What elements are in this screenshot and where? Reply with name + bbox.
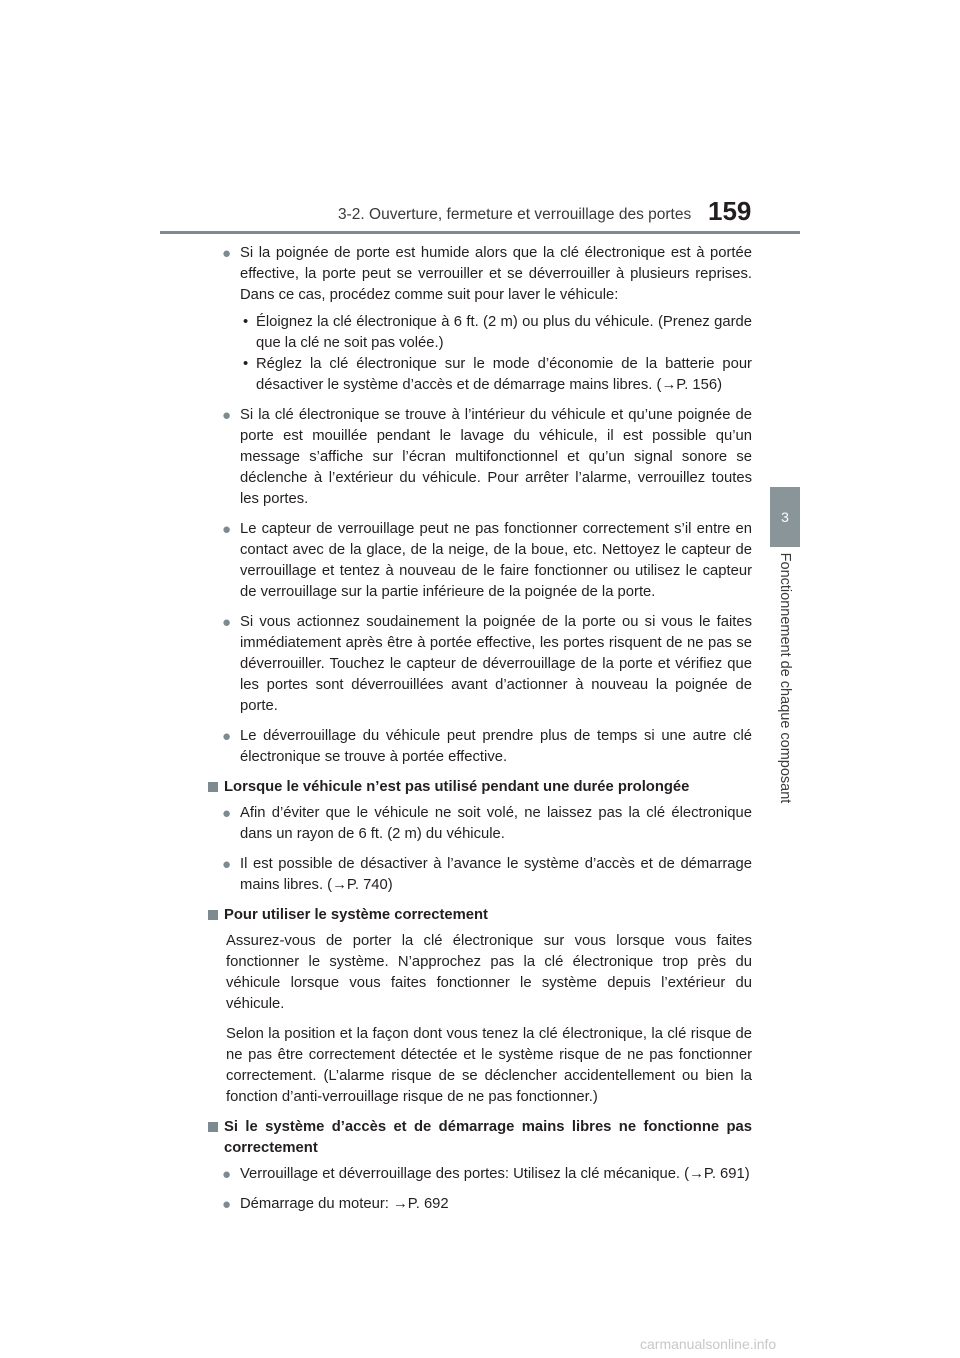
- bullet-text: Afin d’éviter que le véhicule ne soit volé, ne laissez pas la clé électronique dans un rayon de 6 ft. (2 m) du véhicule.: [240, 805, 752, 842]
- bullet-dot-icon: ●: [222, 805, 232, 822]
- header-rule: [160, 231, 800, 234]
- bullet-text: Si vous actionnez soudainement la poignée de la porte ou si vous le faites immédiatement après être à portée effective, les portes risquent de ne pas se déverrouiller. Touchez le capteur de déverrouillage de la porte et vérifiez que les portes sont déverrouillées avant d’actionner à nouveau la poignée de porte.: [240, 614, 752, 714]
- bullet-text: Il est possible de désactiver à l’avance le système d’accès et de démarrage mains libres. (→P. 740): [240, 856, 752, 893]
- bullet-text: Si la clé électronique se trouve à l’intérieur du véhicule et qu’une poignée de porte est mouillée pendant le lavage du véhicule, il est possible qu’un message s’affiche sur l’écran multifonctionnel et qu’un signal sonore se déclenche à l’extérieur du véhicule. Pour arrêter l’alarme, verrouillez toutes les portes.: [240, 407, 752, 507]
- sub-list-item: [240, 312, 752, 354]
- section-heading: [208, 777, 752, 798]
- chapter-tab: [770, 487, 800, 547]
- bullet-item: [222, 1164, 752, 1185]
- bullet-text: Le déverrouillage du véhicule peut prendre plus de temps si une autre clé électronique se trouve à portée effective.: [240, 728, 752, 765]
- bullet-item: [222, 405, 752, 510]
- sub-item-text: Éloignez la clé électronique à 6 ft. (2 m) ou plus du véhicule. (Prenez garde que la clé ne soit pas volée.): [256, 314, 752, 351]
- bullet-dot-icon: ●: [222, 245, 232, 262]
- bullet-item: [222, 803, 752, 845]
- bullet-dot-icon: ●: [222, 614, 232, 631]
- page-number: 159: [708, 196, 752, 226]
- section-heading-text: Lorsque le véhicule n’est pas utilisé pendant une durée prolongée: [224, 779, 690, 795]
- page-content: [222, 243, 752, 1224]
- bullet-item: [222, 243, 752, 396]
- section-heading-text: Pour utiliser le système correctement: [224, 907, 488, 923]
- square-bullet-icon: [208, 910, 218, 920]
- bullet-text: Le capteur de verrouillage peut ne pas fonctionner correctement s’il entre en contact avec de la glace, de la neige, de la boue, etc. Nettoyez le capteur de verrouillage et tentez à nouveau de le faire fonctionner ou utilisez le capteur de verrouillage sur la partie inférieure de la poignée de la porte.: [240, 521, 752, 600]
- paragraph: Selon la position et la façon dont vous tenez la clé électronique, la clé risque de ne pas être correctement détectée et le système risque de ne pas fonctionner correctement. (L’alarme risque de se déclencher accidentellement ou bien la fonction d’anti-verrouillage risque de ne pas fonctionner.): [226, 1026, 752, 1105]
- bullet-item: [222, 1194, 752, 1215]
- bullet-item: [222, 854, 752, 896]
- bullet-text: Si la poignée de porte est humide alors que la clé électronique est à portée effective, la porte peut se verrouiller et se déverrouiller à plusieurs reprises. Dans ce cas, procédez comme suit pour laver le véhicule:: [240, 245, 752, 303]
- bullet-text: Verrouillage et déverrouillage des portes: Utilisez la clé mécanique. (→P. 691): [240, 1166, 750, 1182]
- bullet-dot-icon: ●: [222, 521, 232, 538]
- bullet-dot-icon: ●: [222, 856, 232, 873]
- page-header: [0, 0, 960, 240]
- paragraph: Assurez-vous de porter la clé électronique sur vous lorsque vous faites fonctionner le système. N’approchez pas la clé électronique trop près du véhicule lorsque vous faites fonctionner le système depuis l’extérieur du véhicule.: [226, 933, 752, 1012]
- sub-item-text: Réglez la clé électronique sur le mode d’économie de la batterie pour désactiver le système d’accès et de démarrage mains libres. (→P. 156): [256, 356, 752, 393]
- sub-bullet-icon: •: [243, 314, 249, 330]
- bullet-item: [222, 519, 752, 603]
- section-heading-text: Si le système d’accès et de démarrage mains libres ne fonctionne pas correctement: [224, 1119, 752, 1156]
- watermark: carmanualsonline.info: [640, 1336, 777, 1352]
- square-bullet-icon: [208, 1122, 218, 1132]
- bullet-dot-icon: ●: [222, 1196, 232, 1213]
- chapter-title-vertical: Fonctionnement de chaque composant: [777, 552, 793, 804]
- bullet-item: [222, 726, 752, 768]
- bullet-dot-icon: ●: [222, 728, 232, 745]
- sub-list: [240, 312, 752, 396]
- bullet-dot-icon: ●: [222, 407, 232, 424]
- section-heading: [208, 905, 752, 926]
- sub-bullet-icon: •: [243, 356, 249, 372]
- chapter-tab-number: 3: [781, 509, 789, 525]
- bullet-item: [222, 612, 752, 717]
- bullet-dot-icon: ●: [222, 1166, 232, 1183]
- sub-list-item: [240, 354, 752, 396]
- bullet-text: Démarrage du moteur: →P. 692: [240, 1196, 449, 1212]
- section-heading: [208, 1117, 752, 1159]
- section-title: 3-2. Ouverture, fermeture et verrouillage des portes: [338, 206, 692, 223]
- square-bullet-icon: [208, 782, 218, 792]
